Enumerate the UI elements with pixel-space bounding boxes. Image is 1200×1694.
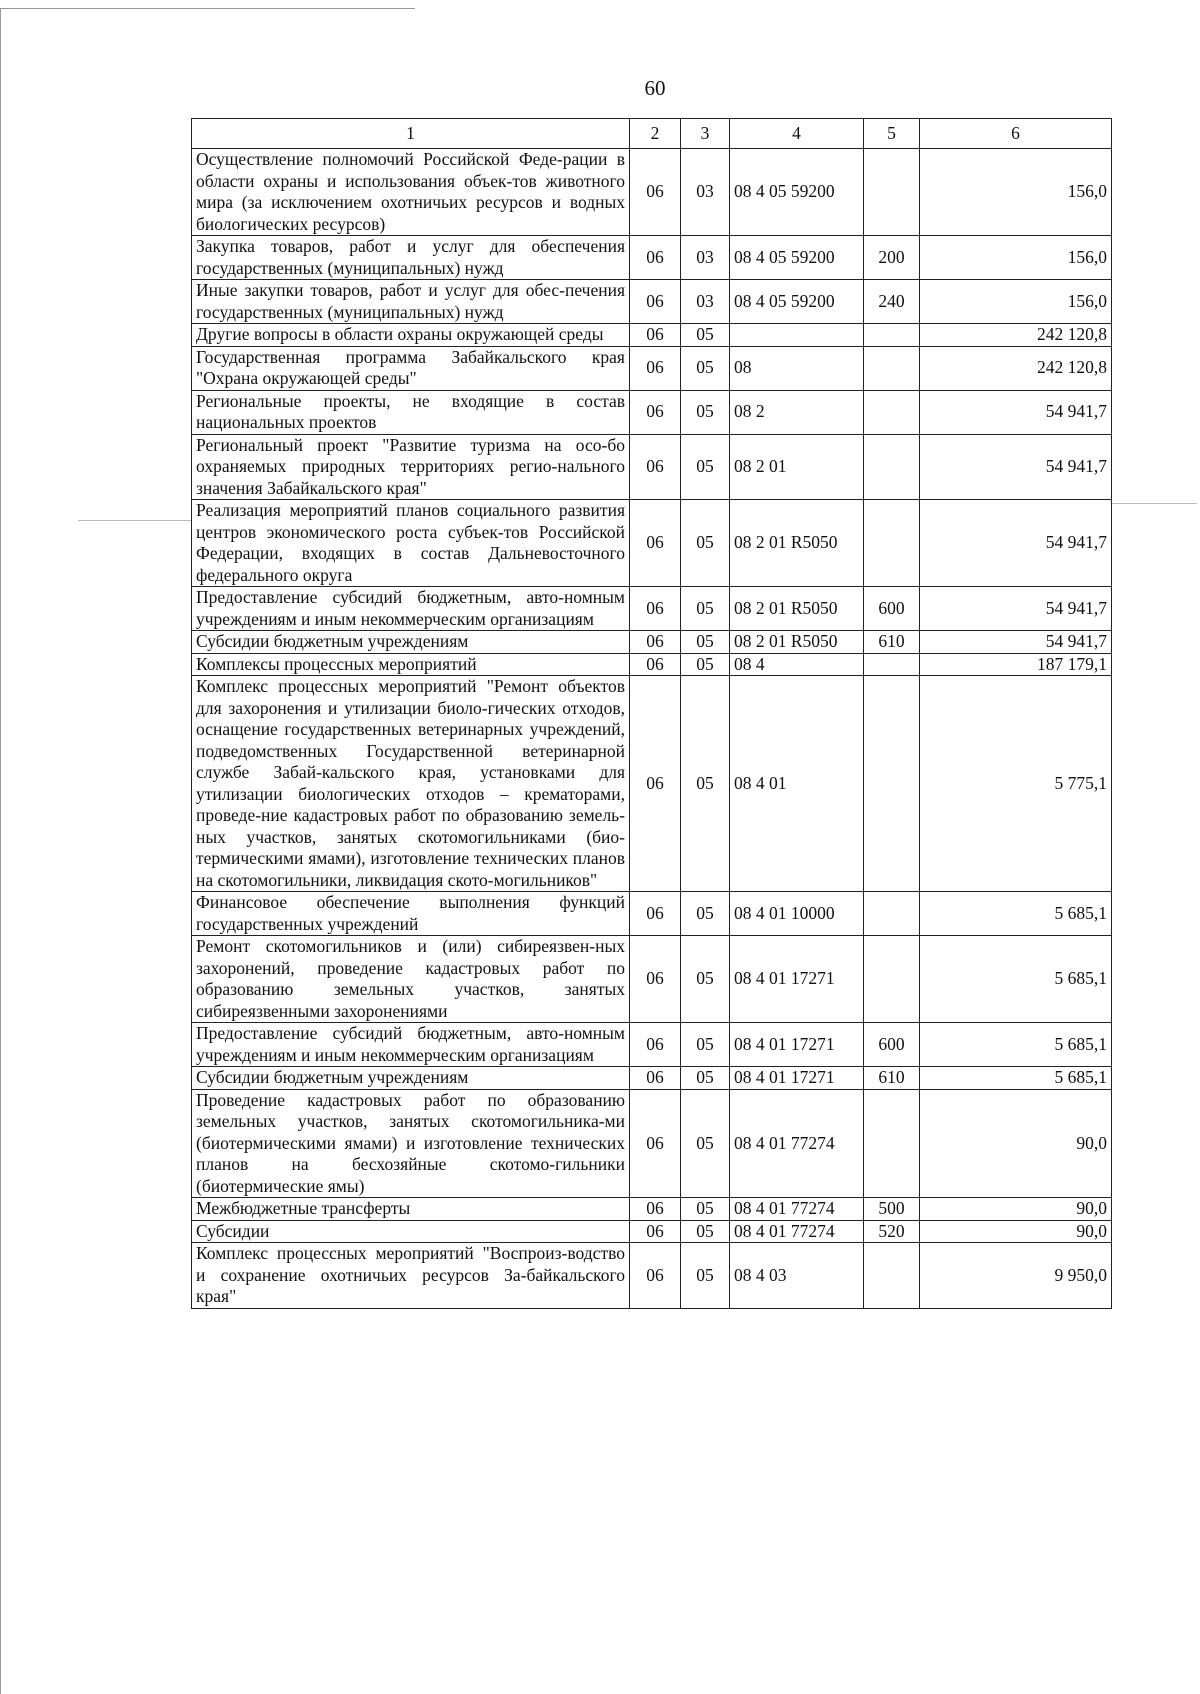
row-expense-type: 600 (864, 587, 920, 631)
row-section: 06 (630, 892, 681, 936)
row-section: 06 (630, 1243, 681, 1309)
row-name: Комплексы процессных мероприятий (192, 653, 630, 676)
row-subsection: 05 (681, 653, 730, 676)
row-section: 06 (630, 1067, 681, 1090)
row-amount: 156,0 (920, 149, 1112, 236)
row-name: Субсидии бюджетным учреждениям (192, 1067, 630, 1090)
row-target-code: 08 4 01 10000 (730, 892, 864, 936)
row-section: 06 (630, 280, 681, 324)
row-target-code: 08 4 01 17271 (730, 936, 864, 1023)
row-expense-type: 200 (864, 236, 920, 280)
table-row (192, 280, 1112, 324)
row-name: Межбюджетные трансферты (192, 1198, 630, 1221)
row-name: Иные закупки товаров, работ и услуг для обес-печения государственных (муниципальных) нужд (192, 280, 630, 324)
table-row (192, 1089, 1112, 1198)
row-target-code: 08 4 01 77274 (730, 1220, 864, 1243)
table-row (192, 1220, 1112, 1243)
row-amount: 90,0 (920, 1220, 1112, 1243)
row-target-code: 08 2 01 R5050 (730, 500, 864, 587)
row-section: 06 (630, 676, 681, 892)
row-expense-type (864, 892, 920, 936)
row-subsection: 05 (681, 390, 730, 434)
row-section: 06 (630, 149, 681, 236)
row-section: 06 (630, 1023, 681, 1067)
row-expense-type (864, 324, 920, 347)
table-row (192, 676, 1112, 892)
row-subsection: 05 (681, 936, 730, 1023)
row-name: Комплекс процессных мероприятий "Воспроиз-водство и сохранение охотничьих ресурсов За-байкальского края" (192, 1243, 630, 1309)
scan-edge-top (0, 8, 415, 9)
row-target-code: 08 4 05 59200 (730, 236, 864, 280)
row-name: Субсидии бюджетным учреждениям (192, 631, 630, 654)
row-section: 06 (630, 346, 681, 390)
row-name: Предоставление субсидий бюджетным, авто-номным учреждениям и иным некоммерческим организациям (192, 587, 630, 631)
row-target-code: 08 4 01 17271 (730, 1067, 864, 1090)
row-target-code: 08 2 01 R5050 (730, 587, 864, 631)
row-name: Финансовое обеспечение выполнения функций государственных учреждений (192, 892, 630, 936)
table-row (192, 1067, 1112, 1090)
header-col-5: 5 (864, 119, 920, 149)
row-amount: 54 941,7 (920, 587, 1112, 631)
row-expense-type (864, 346, 920, 390)
row-expense-type: 610 (864, 1067, 920, 1090)
row-amount: 9 950,0 (920, 1243, 1112, 1309)
row-subsection: 05 (681, 500, 730, 587)
row-name: Ремонт скотомогильников и (или) сибиреязвен-ных захоронений, проведение кадастровых работ по образованию земельных участков, занятых сибиреязвенными захоронениями (192, 936, 630, 1023)
row-subsection: 05 (681, 1220, 730, 1243)
row-target-code: 08 2 01 R5050 (730, 631, 864, 654)
table-row (192, 149, 1112, 236)
row-section: 06 (630, 631, 681, 654)
row-amount: 5 685,1 (920, 892, 1112, 936)
row-section: 06 (630, 236, 681, 280)
table-row (192, 1198, 1112, 1221)
row-expense-type (864, 1243, 920, 1309)
table-row (192, 324, 1112, 347)
row-target-code: 08 4 05 59200 (730, 280, 864, 324)
table-row (192, 390, 1112, 434)
row-subsection: 05 (681, 892, 730, 936)
row-subsection: 05 (681, 434, 730, 500)
row-section: 06 (630, 500, 681, 587)
row-subsection: 05 (681, 631, 730, 654)
budget-table (191, 118, 1112, 1309)
row-subsection: 05 (681, 1089, 730, 1198)
row-amount: 54 941,7 (920, 500, 1112, 587)
row-section: 06 (630, 324, 681, 347)
row-expense-type (864, 653, 920, 676)
row-subsection: 03 (681, 149, 730, 236)
header-col-3: 3 (681, 119, 730, 149)
row-name: Осуществление полномочий Российской Феде-рации в области охраны и использования объек-тов животного мира (за исключением охотничьих ресурсов и водных биологических ресурсов) (192, 149, 630, 236)
row-expense-type: 610 (864, 631, 920, 654)
row-name: Субсидии (192, 1220, 630, 1243)
row-target-code: 08 4 03 (730, 1243, 864, 1309)
row-target-code: 08 4 01 17271 (730, 1023, 864, 1067)
scan-mark-left (78, 520, 191, 521)
row-amount: 5 685,1 (920, 1067, 1112, 1090)
row-expense-type (864, 149, 920, 236)
row-name: Предоставление субсидий бюджетным, авто-номным учреждениям и иным некоммерческим организациям (192, 1023, 630, 1067)
row-expense-type: 500 (864, 1198, 920, 1221)
row-amount: 156,0 (920, 280, 1112, 324)
table-row (192, 346, 1112, 390)
row-amount: 90,0 (920, 1198, 1112, 1221)
table-row (192, 500, 1112, 587)
header-col-6: 6 (920, 119, 1112, 149)
table-row (192, 236, 1112, 280)
row-name: Комплекс процессных мероприятий "Ремонт объектов для захоронения и утилизации биоло-гических отходов, оснащение государственных ветеринарных учреждений, подведомственных Государственной ветеринарной службе Забай-кальского края, установками для утилизации биологических отходов – крематорами, проведе-ние кадастровых работ по образованию земель-ных участков, занятых скотомогильниками (био-термическими ямами), изготовление технических планов на скотомогильники, ликвидация ското-могильников" (192, 676, 630, 892)
row-subsection: 05 (681, 587, 730, 631)
row-section: 06 (630, 936, 681, 1023)
row-subsection: 05 (681, 1023, 730, 1067)
row-amount: 54 941,7 (920, 390, 1112, 434)
table-row (192, 653, 1112, 676)
row-expense-type (864, 1089, 920, 1198)
table-row (192, 1243, 1112, 1309)
row-subsection: 05 (681, 1198, 730, 1221)
row-name: Региональный проект "Развитие туризма на осо-бо охраняемых природных территориях регио-нального значения Забайкальского края" (192, 434, 630, 500)
row-section: 06 (630, 653, 681, 676)
row-amount: 242 120,8 (920, 346, 1112, 390)
row-expense-type (864, 936, 920, 1023)
row-amount: 5 775,1 (920, 676, 1112, 892)
table-row (192, 434, 1112, 500)
row-name: Проведение кадастровых работ по образованию земельных участков, занятых скотомогильника-ми (биотермическими ямами) и изготовление технических планов на бесхозяйные скотомо-гильники (биотермические ямы) (192, 1089, 630, 1198)
row-expense-type (864, 390, 920, 434)
row-amount: 5 685,1 (920, 936, 1112, 1023)
table-row (192, 1023, 1112, 1067)
row-expense-type: 520 (864, 1220, 920, 1243)
table-row (192, 631, 1112, 654)
row-amount: 156,0 (920, 236, 1112, 280)
page-number: 60 (644, 76, 666, 100)
row-target-code: 08 2 01 (730, 434, 864, 500)
row-amount: 90,0 (920, 1089, 1112, 1198)
row-name: Другие вопросы в области охраны окружающей среды (192, 324, 630, 347)
row-subsection: 05 (681, 1243, 730, 1309)
row-expense-type (864, 676, 920, 892)
row-target-code: 08 4 (730, 653, 864, 676)
header-col-2: 2 (630, 119, 681, 149)
row-subsection: 05 (681, 1067, 730, 1090)
row-expense-type (864, 500, 920, 587)
row-name: Реализация мероприятий планов социального развития центров экономического роста субъек-тов Российской Федерации, входящих в состав Дальневосточного федерального округа (192, 500, 630, 587)
row-amount: 54 941,7 (920, 434, 1112, 500)
row-subsection: 03 (681, 280, 730, 324)
row-expense-type: 600 (864, 1023, 920, 1067)
row-target-code: 08 4 01 (730, 676, 864, 892)
row-subsection: 05 (681, 346, 730, 390)
row-name: Региональные проекты, не входящие в состав национальных проектов (192, 390, 630, 434)
row-name: Государственная программа Забайкальского края "Охрана окружающей среды" (192, 346, 630, 390)
row-target-code: 08 2 (730, 390, 864, 434)
row-amount: 54 941,7 (920, 631, 1112, 654)
row-amount: 242 120,8 (920, 324, 1112, 347)
table-row (192, 936, 1112, 1023)
row-name: Закупка товаров, работ и услуг для обеспечения государственных (муниципальных) нужд (192, 236, 630, 280)
row-expense-type (864, 434, 920, 500)
table-header-row (192, 119, 1112, 149)
row-subsection: 03 (681, 236, 730, 280)
row-section: 06 (630, 434, 681, 500)
row-expense-type: 240 (864, 280, 920, 324)
header-col-1: 1 (192, 119, 630, 149)
row-target-code: 08 4 05 59200 (730, 149, 864, 236)
row-section: 06 (630, 587, 681, 631)
row-section: 06 (630, 390, 681, 434)
row-subsection: 05 (681, 676, 730, 892)
scan-edge-left (0, 8, 1, 1694)
header-col-4: 4 (730, 119, 864, 149)
row-section: 06 (630, 1089, 681, 1198)
row-amount: 187 179,1 (920, 653, 1112, 676)
row-target-code: 08 (730, 346, 864, 390)
scan-mark-right (1111, 503, 1197, 504)
row-target-code (730, 324, 864, 347)
row-amount: 5 685,1 (920, 1023, 1112, 1067)
table-row (192, 892, 1112, 936)
row-section: 06 (630, 1220, 681, 1243)
table-row (192, 587, 1112, 631)
row-target-code: 08 4 01 77274 (730, 1089, 864, 1198)
row-target-code: 08 4 01 77274 (730, 1198, 864, 1221)
row-section: 06 (630, 1198, 681, 1221)
row-subsection: 05 (681, 324, 730, 347)
